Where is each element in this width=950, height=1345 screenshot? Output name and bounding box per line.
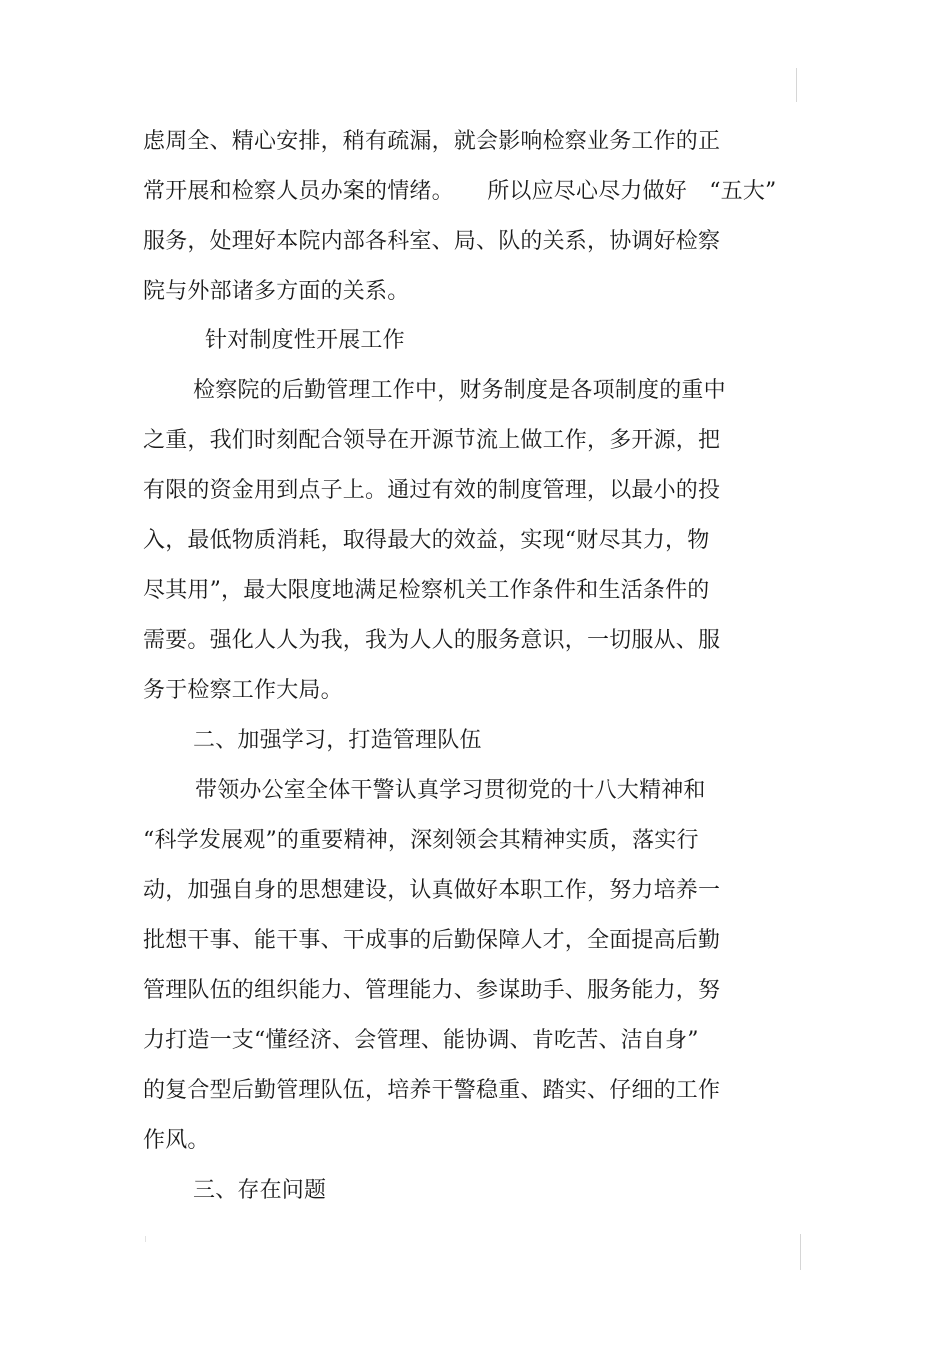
body-line: 尽其用”，最大限度地满足检察机关工作条件和生活条件的	[143, 578, 710, 603]
body-line: 虑周全、精心安排，稍有疏漏，就会影响检察业务工作的正	[143, 129, 721, 154]
body-line: 需要。强化人人为我，我为人人的服务意识，一切服从、服	[143, 628, 721, 653]
page-corner-mark-top-right	[796, 68, 797, 102]
body-line: “科学发展观”的重要精神，深刻领会其精神实质，落实行	[143, 828, 699, 853]
section-heading: 三、存在问题	[193, 1178, 327, 1203]
body-line: 力打造一支“懂经济、会管理、能协调、肯吃苦、洁自身”	[143, 1028, 699, 1053]
body-line: 入，最低物质消耗，取得最大的效益，实现“财尽其力，物	[143, 528, 710, 553]
body-line: 之重，我们时刻配合领导在开源节流上做工作，多开源，把	[143, 428, 721, 453]
body-line: 服务，处理好本院内部各科室、局、队的关系，协调好检察	[143, 229, 721, 254]
body-line: 的复合型后勤管理队伍，培养干警稳重、踏实、仔细的工作	[143, 1078, 721, 1103]
body-line: 院与外部诸多方面的关系。	[143, 279, 410, 304]
body-line: 管理队伍的组织能力、管理能力、参谋助手、服务能力，努	[143, 978, 721, 1003]
body-line: 批想干事、能干事、干成事的后勤保障人才，全面提高后勤	[143, 928, 721, 953]
section-heading: 二、加强学习，打造管理队伍	[193, 728, 482, 753]
body-line: 作风。	[143, 1128, 210, 1153]
body-line: 常开展和检察人员办案的情绪。 所以应尽心尽力做好 “五大”	[143, 179, 777, 204]
body-line: 务于检察工作大局。	[143, 678, 343, 703]
body-line: 带领办公室全体干警认真学习贯彻党的十八大精神和	[195, 778, 706, 803]
body-line: 检察院的后勤管理工作中，财务制度是各项制度的重中	[193, 378, 726, 403]
body-line: 动，加强自身的思想建设，认真做好本职工作，努力培养一	[143, 878, 721, 903]
page-corner-mark-bottom-left	[145, 1236, 146, 1242]
page-corner-mark-bottom-right	[800, 1234, 801, 1270]
section-heading: 针对制度性开展工作	[205, 328, 405, 353]
body-line: 有限的资金用到点子上。通过有效的制度管理，以最小的投	[143, 478, 721, 503]
